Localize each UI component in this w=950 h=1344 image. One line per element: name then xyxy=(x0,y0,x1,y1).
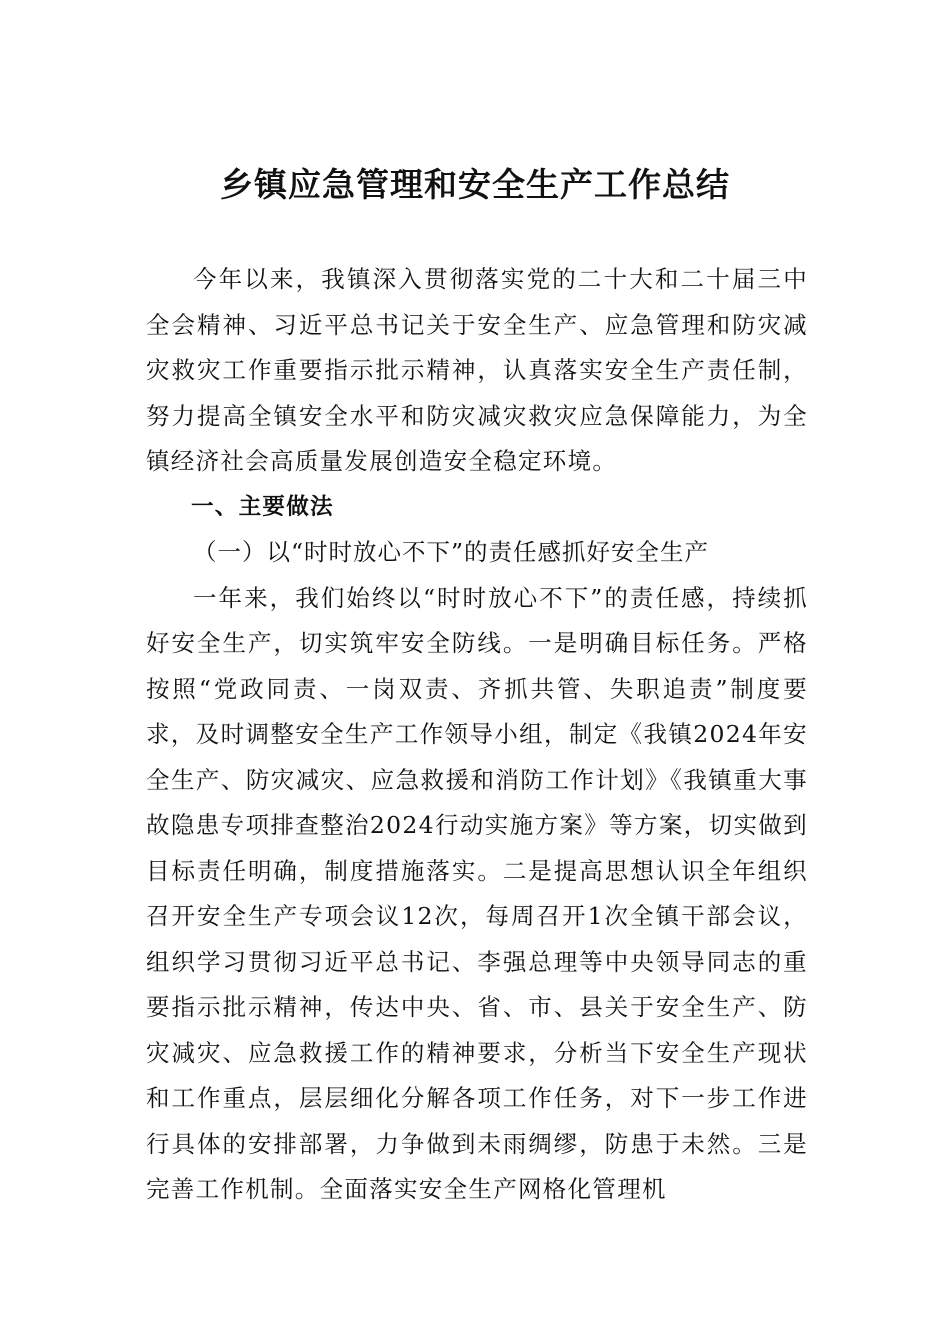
document-body xyxy=(146,257,808,1213)
section-heading-main-practices: 一、主要做法 xyxy=(191,493,334,520)
intro-paragraph: 今年以来，我镇深入贯彻落实党的二十大和二十届三中全会精神、习近平总书记关于安全生产、应急管理和防灾减灾救灾工作重要指示批示精神，认真落实安全生产责任制，努力提高全镇安全水平和防灾减灾救灾应急保障能力，为全镇经济社会高质量发展创造安全稳定环境。 xyxy=(146,265,808,475)
body-paragraph: 一年来，我们始终以“时时放心不下”的责任感，持续抓好安全生产，切实筑牢安全防线。一是明确目标任务。严格按照“党政同责、一岗双责、齐抓共管、失职追责”制度要求，及时调整安全生产工作领导小组，制定《我镇2024年安全生产、防灾减灾、应急救援和消防工作计划》《我镇重大事故隐患专项排查整治2024行动实施方案》等方案，切实做到目标责任明确，制度措施落实。二是提高思想认识全年组织召开安全生产专项会议12次，每周召开1次全镇干部会议，组织学习贯彻习近平总书记、李强总理等中央领导同志的重要指示批示精神，传达中央、省、市、县关于安全生产、防灾减灾、应急救援工作的精神要求，分析当下安全生产现状和工作重点，层层细化分解各项工作任务，对下一步工作进行具体的安排部署，力争做到未雨绸缪，防患于未然。三是完善工作机制。全面落实安全生产网格化管理机 xyxy=(146,583,808,1203)
document-title: 乡镇应急管理和安全生产工作总结 xyxy=(220,165,730,204)
subsection-heading-safety-production: （一）以“时时放心不下”的责任感抓好安全生产 xyxy=(193,538,710,566)
